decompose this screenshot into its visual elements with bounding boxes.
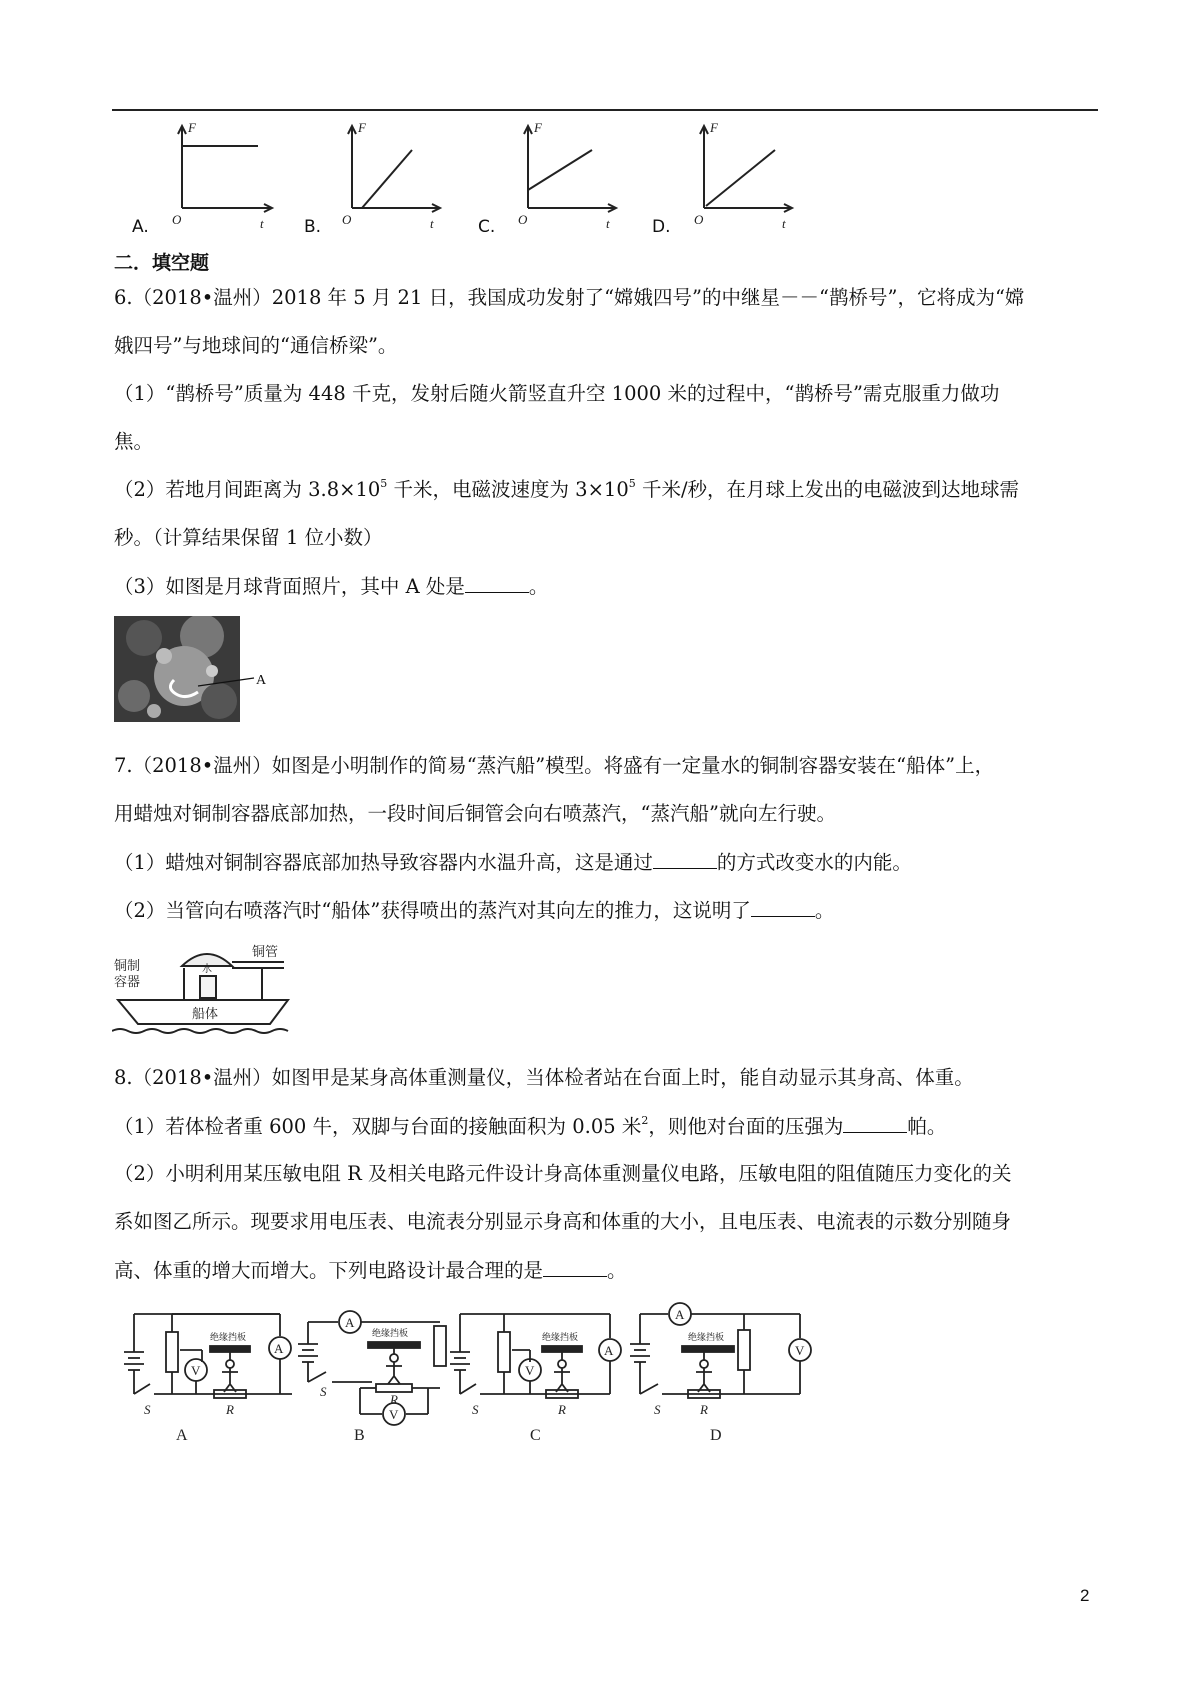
graph-d-axis-f: F (710, 120, 718, 135)
header-rule (112, 109, 1098, 111)
circuit-d-voltmeter: V (795, 1343, 805, 1358)
q6-part3: （3）如图是月球背面照片，其中 A 处是 。 (114, 572, 548, 601)
answer-blank (843, 1112, 907, 1133)
q6-part2-line2: 秒。（计算结果保留 1 位小数） (114, 526, 383, 549)
option-b-label: B. (304, 217, 322, 237)
circuit-d-plate-label: 绝缘挡板 (688, 1332, 725, 1342)
graph-a-axis-f: F (188, 120, 196, 135)
circuit-b-voltmeter: V (389, 1407, 399, 1422)
circuit-c-plate-label: 绝缘挡板 (542, 1332, 579, 1342)
graph-d-origin: O (694, 212, 704, 227)
steam-boat-figure (112, 938, 292, 1038)
graph-c-axis-f: F (534, 120, 542, 135)
answer-blank (653, 848, 717, 869)
q7-part1: （1）蜡烛对铜制容器底部加热导致容器内水温升高，这是通过 的方式改变水的内能。 (114, 848, 912, 877)
circuit-c-ammeter: A (604, 1343, 614, 1358)
circuit-a-resistor: R (226, 1402, 234, 1417)
circuit-b-label: B (354, 1427, 365, 1444)
circuit-a-ammeter: A (274, 1341, 284, 1356)
label-hull: 船体 (192, 1006, 219, 1021)
q6-stem-line2: 娥四号”与地球间的“通信桥梁”。 (114, 334, 398, 357)
answer-blank (465, 572, 529, 593)
q6-stem-line1: 6.（2018•温州）2018 年 5 月 21 日，我国成功发射了“嫦娥四号”的中继星－－“鹊桥号”，它将成为“嫦 (114, 286, 1025, 309)
circuit-d-switch: S (654, 1402, 661, 1417)
option-d-label: D. (652, 217, 671, 237)
circuit-d-resistor: R (700, 1402, 708, 1417)
q8-stem: 8.（2018•温州）如图甲是某身高体重测量仪，当体检者站在台面上时，能自动显示其身高、体重。 (114, 1066, 974, 1089)
graph-b-axis-f: F (358, 120, 366, 135)
label-copper-pipe: 铜管 (252, 944, 279, 959)
answer-blank (751, 896, 815, 917)
circuit-b-switch: S (320, 1384, 327, 1399)
circuit-diagrams (110, 1300, 910, 1460)
circuit-a-voltmeter: V (191, 1363, 201, 1378)
q7-part2: （2）当管向右喷落汽时“船体”获得喷出的蒸汽对其向左的推力，这说明了 。 (114, 896, 834, 925)
q6-part2-line1: （2）若地月间距离为 $3.8\times 10^5$ 千米，电磁波速度为 $3\times 10^5$ 千米/秒，在月球上发出的电磁波到达地球需 (114, 477, 1020, 501)
section-title: 二．填空题 (114, 252, 210, 274)
q8-part2-line1: （2）小明利用某压敏电阻 R 及相关电路元件设计身高体重测量仪电路，压敏电阻的阻值随压力变化的关 (114, 1162, 1012, 1185)
q7-stem-line2: 用蜡烛对铜制容器底部加热，一段时间后铜管会向右喷蒸汽，“蒸汽船”就向左行驶。 (114, 802, 836, 825)
circuit-d-ammeter: A (675, 1307, 685, 1322)
circuit-b-plate-label: 绝缘挡板 (372, 1328, 409, 1338)
q8-part2-line3: 高、体重的增大而增大。下列电路设计最合理的是 。 (114, 1256, 627, 1285)
graph-d-axis-t: t (782, 216, 786, 231)
q6-part1-line1: （1）“鹊桥号”质量为 448 千克，发射后随火箭竖直升空 1000 米的过程中，“鹊桥号”需克服重力做功 (114, 382, 1000, 405)
q6-part1-line2: 焦。 (114, 430, 154, 453)
label-copper-container-1: 铜制 (114, 958, 141, 973)
graph-b-origin: O (342, 212, 352, 227)
option-c-label: C. (478, 217, 496, 237)
label-water: 水 (202, 964, 212, 975)
q5-option-graphs (120, 120, 1100, 240)
circuit-d-label: D (710, 1427, 722, 1444)
graph-b-axis-t: t (430, 216, 434, 231)
q8-part1: （1）若体检者重 600 牛，双脚与台面的接触面积为 0.05 米$^2$，则他对台面的压强为 帕。 (114, 1114, 947, 1138)
circuit-b-resistor: R (390, 1392, 398, 1407)
circuit-c-label: C (530, 1427, 541, 1444)
circuit-a-plate-label: 绝缘挡板 (210, 1332, 247, 1342)
q8-part2-line2: 系如图乙所示。现要求用电压表、电流表分别显示身高和体重的大小，且电压表、电流表的示数分别随身 (114, 1210, 1012, 1233)
moon-far-side-photo (114, 616, 274, 722)
q7-stem-line1: 7.（2018•温州）如图是小明制作的简易“蒸汽船”模型。将盛有一定量水的铜制容器安装在“船体”上， (114, 754, 995, 777)
circuit-c-resistor: R (558, 1402, 566, 1417)
graph-a-axis-t: t (260, 216, 264, 231)
answer-blank (543, 1256, 607, 1277)
circuit-a-label: A (176, 1427, 188, 1444)
option-a-label: A. (132, 217, 149, 237)
photo-label-a: A (256, 673, 267, 688)
circuit-a-switch: S (144, 1402, 151, 1417)
page-number: 2 (1080, 1586, 1090, 1605)
label-copper-container-2: 容器 (114, 974, 141, 989)
circuit-c-switch: S (472, 1402, 479, 1417)
graph-c-axis-t: t (606, 216, 610, 231)
circuit-b-ammeter: A (345, 1315, 355, 1330)
graph-c-origin: O (518, 212, 528, 227)
graph-a-origin: O (172, 212, 182, 227)
circuit-c-voltmeter: V (525, 1363, 535, 1378)
